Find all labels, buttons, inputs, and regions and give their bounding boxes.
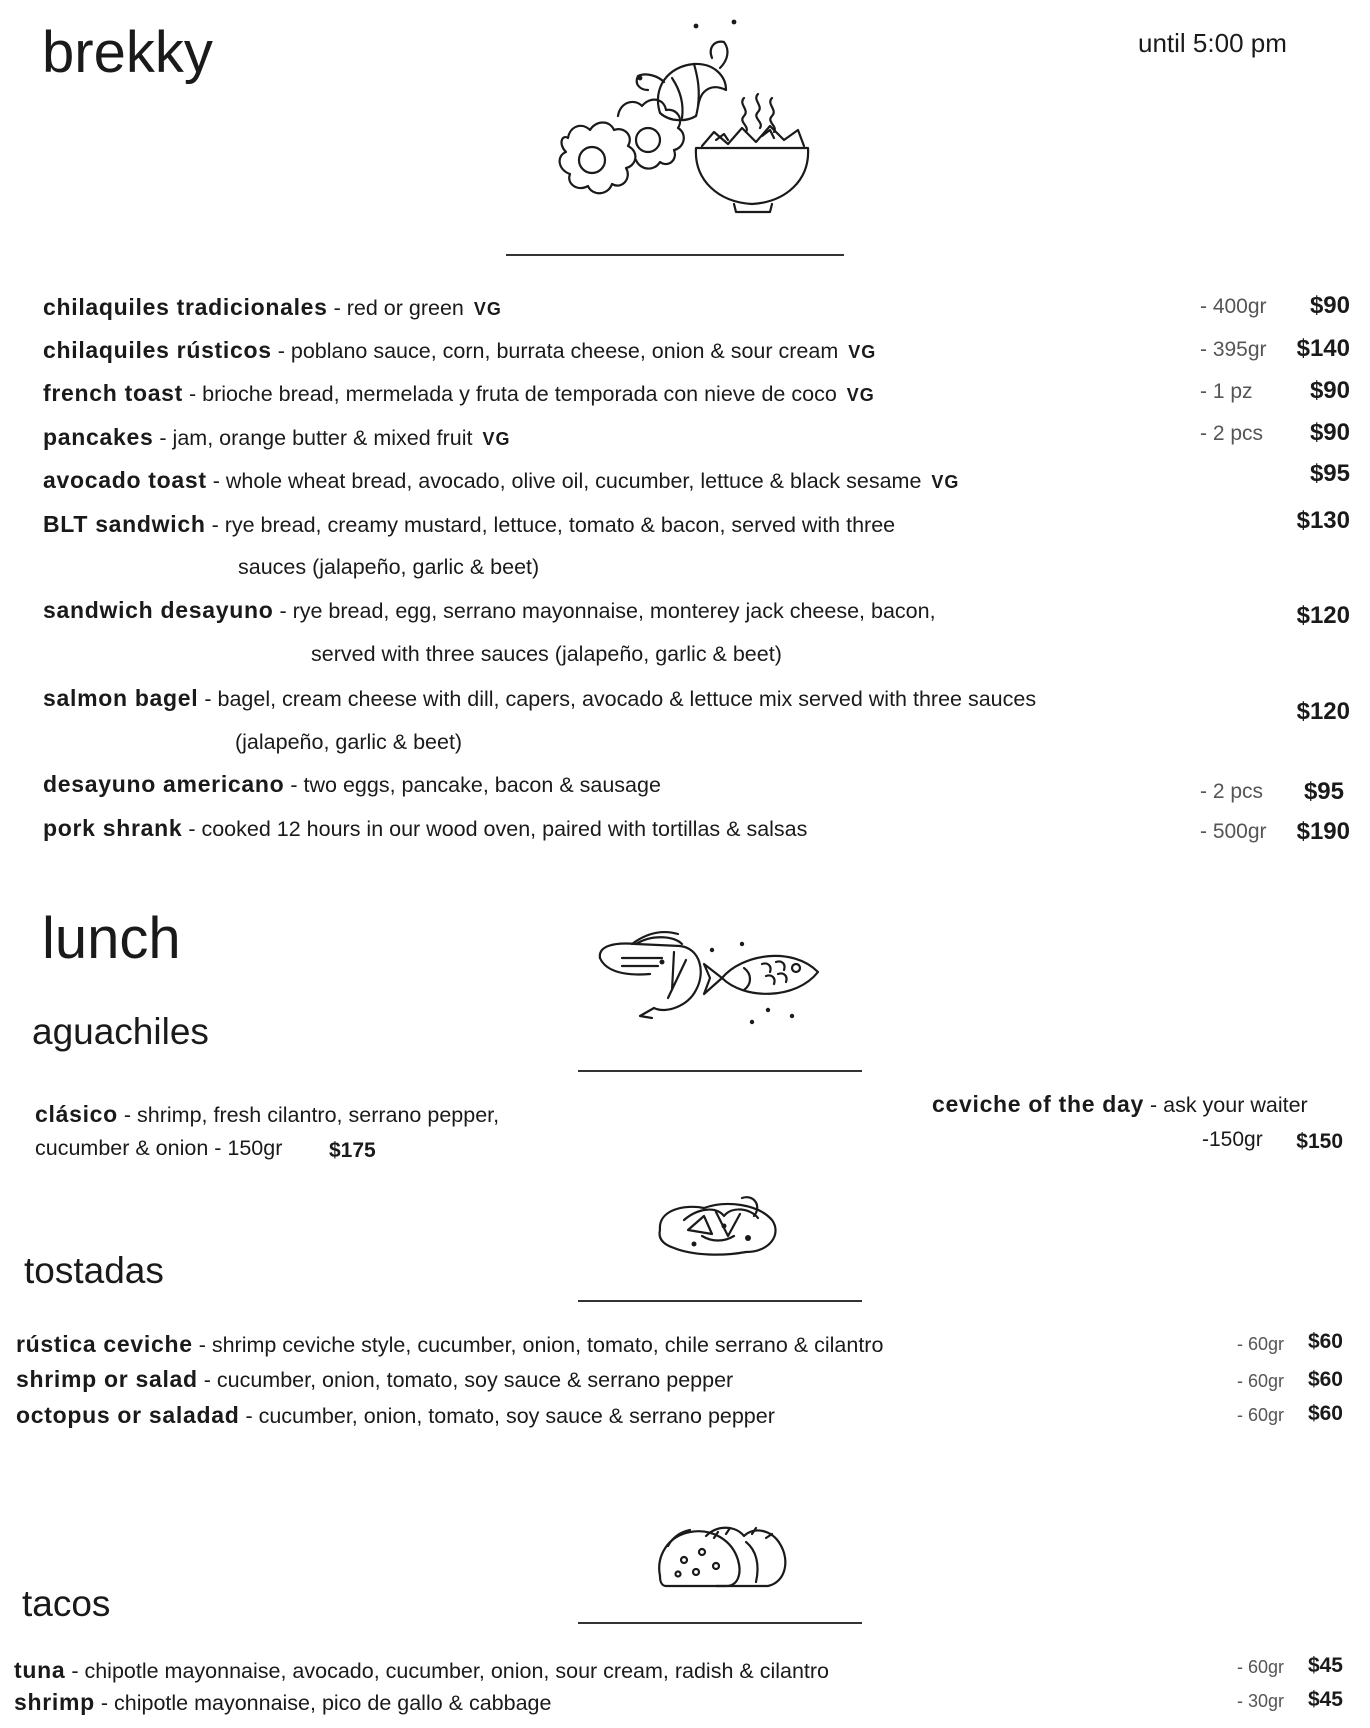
menu-item (43, 466, 959, 496)
item-description: - red or green (327, 296, 464, 320)
item-price: $60 (1307, 1402, 1343, 1425)
item-price: $90 (1309, 419, 1350, 446)
item-description: - ask your waiter (1144, 1093, 1308, 1117)
brekky-title: brekky (42, 20, 213, 85)
item-name: salmon bagel (43, 685, 199, 711)
lunch-title: lunch (42, 906, 181, 971)
item-description: - shrimp, fresh cilantro, serrano pepper, (117, 1103, 500, 1127)
menu-item (43, 510, 895, 539)
item-name: chilaquiles tradicionales (43, 294, 328, 320)
item-price: $60 (1307, 1368, 1343, 1391)
menu-item (14, 1656, 829, 1685)
item-price: $90 (1309, 292, 1350, 319)
item-description-continued (35, 1134, 282, 1162)
tostada-icon (654, 1190, 784, 1260)
item-description: - rye bread, egg, serrano mayonnaise, monterey jack cheese, bacon, (273, 599, 936, 623)
vegetarian-badge: VG (848, 342, 877, 362)
item-portion: - 500gr (1200, 820, 1267, 843)
item-price: $120 (1296, 602, 1350, 629)
menu-item (932, 1090, 1308, 1119)
item-name: shrimp or salad (16, 1366, 198, 1392)
item-price: $95 (1309, 460, 1350, 487)
item-portion: - 2 pcs (1200, 780, 1264, 803)
item-description: - bagel, cream cheese with dill, capers, avocado & lettuce mix served with three sauces (198, 687, 1037, 711)
item-price: $175 (329, 1139, 376, 1162)
vegetarian-badge: VG (473, 299, 502, 319)
item-description-continued: sauces (jalapeño, garlic & beet) (238, 555, 540, 579)
item-portion: - 400gr (1200, 295, 1267, 318)
menu-item (35, 1100, 499, 1129)
menu-item (43, 293, 502, 323)
item-description: - chipotle mayonnaise, avocado, cucumber, onion, sour cream, radish & cilantro (65, 1659, 829, 1683)
item-description: - whole wheat bread, avocado, olive oil, cucumber, lettuce & black sesame (206, 469, 922, 493)
item-portion: - 60gr (1237, 1657, 1285, 1677)
brekky-divider (506, 254, 844, 256)
item-price: $95 (1303, 778, 1344, 805)
item-name: avocado toast (43, 467, 207, 493)
item-description-continued: (jalapeño, garlic & beet) (235, 730, 463, 754)
item-name: shrimp (14, 1689, 95, 1715)
item-name: BLT sandwich (43, 511, 206, 537)
tacos-icon (656, 1516, 792, 1592)
item-description: - chipotle mayonnaise, pico de gallo & cabbage (94, 1691, 552, 1715)
vegetarian-badge: VG (846, 385, 875, 405)
aguachiles-title: aguachiles (32, 1011, 209, 1052)
tacos-title: tacos (22, 1583, 111, 1624)
menu-item (16, 1330, 883, 1359)
menu-item (14, 1688, 551, 1717)
hours-note: until 5:00 pm (1138, 28, 1287, 58)
shrimp-fish-icon (592, 932, 852, 1032)
item-price: $45 (1307, 1688, 1343, 1711)
item-name: french toast (43, 380, 184, 406)
item-description: - cooked 12 hours in our wood oven, paired with tortillas & salsas (182, 817, 808, 841)
item-price: $45 (1307, 1654, 1343, 1677)
menu-item (43, 336, 876, 366)
item-name: sandwich desayuno (43, 597, 274, 623)
vegetarian-badge: VG (931, 472, 960, 492)
croissant-eggs-chilaquiles-icon (548, 18, 838, 218)
item-description: - brioche bread, mermelada y fruta de temporada con nieve de coco (183, 382, 837, 406)
item-portion: - 2 pcs (1200, 422, 1264, 445)
tostadas-title: tostadas (24, 1250, 164, 1291)
item-price: $120 (1296, 698, 1350, 725)
item-description: - two eggs, pancake, bacon & sausage (284, 773, 661, 797)
item-name: octopus or saladad (16, 1402, 240, 1428)
item-portion: - 395gr (1200, 338, 1267, 361)
aguachiles-divider (578, 1070, 862, 1072)
item-description: - cucumber, onion, tomato, soy sauce & serrano pepper (197, 1368, 734, 1392)
item-portion: - 60gr (1237, 1334, 1285, 1354)
item-description-continued: served with three sauces (jalapeño, garlic & beet) (311, 642, 782, 666)
item-name: chilaquiles rústicos (43, 337, 272, 363)
vegetarian-badge: VG (482, 429, 511, 449)
item-portion: - 30gr (1237, 1691, 1285, 1711)
item-description: - shrimp ceviche style, cucumber, onion, tomato, chile serrano & cilantro (192, 1333, 884, 1357)
menu-item (43, 596, 936, 625)
item-description: - jam, orange butter & mixed fruit (153, 426, 473, 450)
menu-item (43, 379, 875, 409)
item-portion: -150gr (1202, 1128, 1263, 1151)
item-price: $60 (1307, 1330, 1343, 1353)
item-price: $130 (1296, 507, 1350, 534)
item-description: - rye bread, creamy mustard, lettuce, tomato & bacon, served with three (205, 513, 896, 537)
item-name: ceviche of the day (932, 1091, 1145, 1117)
item-price: $90 (1309, 377, 1350, 404)
item-portion: - 60gr (1237, 1405, 1285, 1425)
item-portion: - 60gr (1237, 1371, 1285, 1391)
tacos-divider (578, 1622, 862, 1624)
tostadas-divider (578, 1300, 862, 1302)
menu-item (43, 423, 511, 453)
menu-item (16, 1365, 733, 1394)
item-description-line2: cucumber & onion - 150gr (35, 1136, 283, 1160)
item-portion: - 1 pz (1200, 380, 1253, 403)
item-name: clásico (35, 1101, 118, 1127)
menu-item (43, 684, 1036, 713)
item-price: $140 (1296, 335, 1350, 362)
item-name: tuna (14, 1657, 66, 1683)
menu-item (43, 770, 661, 799)
item-name: pork shrank (43, 815, 183, 841)
item-name: desayuno americano (43, 771, 285, 797)
item-description: - cucumber, onion, tomato, soy sauce & serrano pepper (239, 1404, 775, 1428)
item-price: $150 (1296, 1130, 1343, 1153)
item-name: rústica ceviche (16, 1331, 193, 1357)
menu-item (16, 1401, 775, 1430)
item-name: pancakes (43, 424, 154, 450)
menu-item (43, 814, 807, 843)
item-description: - poblano sauce, corn, burrata cheese, onion & sour cream (271, 339, 839, 363)
item-price: $190 (1296, 818, 1350, 845)
